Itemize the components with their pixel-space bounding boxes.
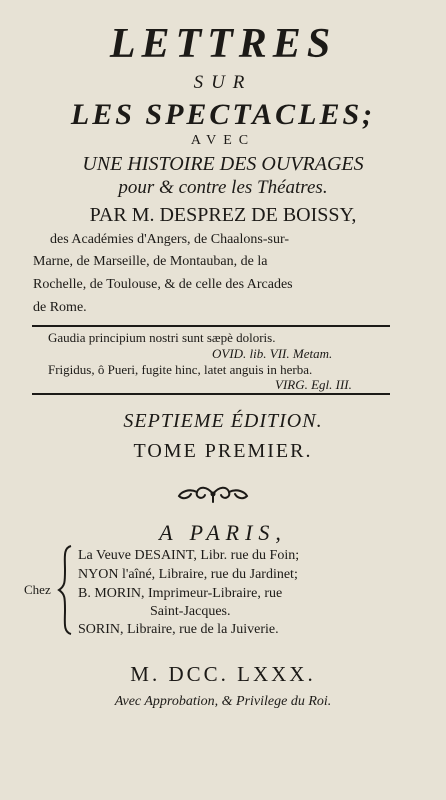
fleuron-ornament-icon xyxy=(163,482,263,506)
publisher-line: NYON l'aîné, Libraire, rue du Jardinet; xyxy=(78,567,298,582)
author-line: PAR M. DESPREZ DE BOISSY, xyxy=(89,204,357,226)
epigraph-source: VIRG. Egl. III. xyxy=(275,377,352,392)
publisher-line: La Veuve DESAINT, Libr. rue du Foin; xyxy=(78,548,300,563)
imprint-city: A PARIS, xyxy=(159,520,287,545)
title-pour-contre: pour & contre les Théatres. xyxy=(118,177,328,198)
epigraph-text: Gaudia principium nostri sunt sæpè doloris. xyxy=(48,330,276,345)
epigraph-source: OVID. lib. VII. Metam. xyxy=(212,346,333,361)
imprint-date: M. DCC. LXXX. xyxy=(130,662,316,686)
title-histoire: UNE HISTOIRE DES OUVRAGES xyxy=(82,153,364,175)
author-affiliation-line: des Académies d'Angers, de Chaalons-sur- xyxy=(50,232,290,247)
edition: SEPTIEME ÉDITION. xyxy=(123,410,323,432)
title-avec: AVEC xyxy=(190,133,256,148)
curly-brace-icon xyxy=(55,544,75,636)
title-les-spectacles: LES SPECTACLES; xyxy=(70,98,376,131)
publisher-line: B. MORIN, Imprimeur-Libraire, rue xyxy=(78,586,283,601)
volume: TOME PREMIER. xyxy=(133,440,313,462)
epigraph-text: Frigidus, ô Pueri, fugite hinc, latet anguis in herba. xyxy=(48,362,313,377)
publisher-line: SORIN, Libraire, rue de la Juiverie. xyxy=(78,622,279,637)
imprint-chez: Chez xyxy=(24,582,51,597)
epigraph-top-rule xyxy=(32,325,390,327)
title-lettres: LETTRES xyxy=(109,21,337,67)
imprint-approbation: Avec Approbation, & Privilege du Roi. xyxy=(114,694,332,709)
author-affiliation-line: Marne, de Marseille, de Montauban, de la xyxy=(33,254,268,269)
epigraph-bottom-rule xyxy=(32,393,390,395)
title-sur: SUR xyxy=(193,72,253,93)
author-affiliation-line: Rochelle, de Toulouse, & de celle des Arcades xyxy=(33,277,293,292)
publisher-line: Saint-Jacques. xyxy=(150,604,231,619)
author-affiliation-line: de Rome. xyxy=(33,300,87,315)
